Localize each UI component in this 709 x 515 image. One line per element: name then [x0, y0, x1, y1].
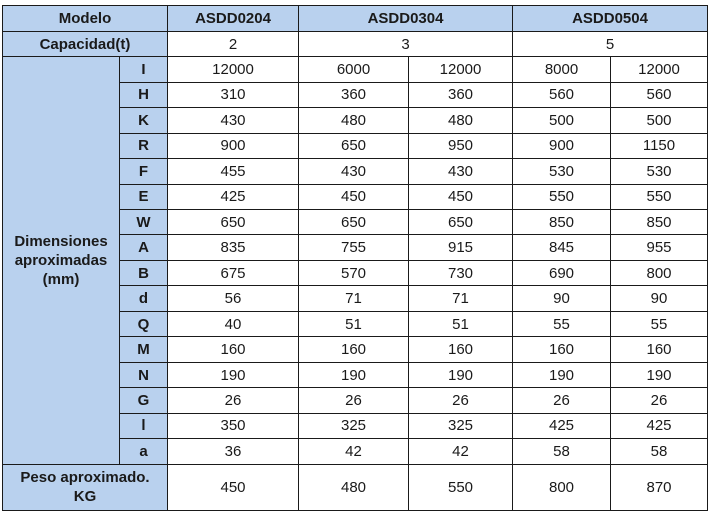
dimension-value: 42: [299, 439, 409, 464]
dimension-value: 12000: [409, 57, 513, 82]
weight-value: 550: [409, 464, 513, 510]
dimension-symbol: d: [120, 286, 168, 311]
capacity-value: 3: [299, 32, 513, 57]
dimensions-label-line: Dimensiones: [14, 232, 108, 250]
dimension-value: 190: [513, 362, 611, 387]
dimension-value: 325: [299, 413, 409, 438]
dimensions-label: [3, 57, 120, 465]
capacity-value: 5: [513, 32, 708, 57]
dimension-value: 850: [513, 209, 611, 234]
dimension-symbol: G: [120, 388, 168, 413]
dimension-value: 570: [299, 260, 409, 285]
dimension-value: 450: [299, 184, 409, 209]
dimension-value: 51: [299, 311, 409, 336]
dimension-value: 160: [299, 337, 409, 362]
dimension-symbol: M: [120, 337, 168, 362]
dimension-value: 955: [611, 235, 708, 260]
dimension-value: 835: [168, 235, 299, 260]
weight-row: [3, 464, 708, 510]
model-header-asdd0504: ASDD0504: [513, 6, 708, 32]
dimension-symbol: W: [120, 209, 168, 234]
dimension-value: 190: [168, 362, 299, 387]
dimension-value: 350: [168, 413, 299, 438]
model-header-label: Modelo: [3, 6, 168, 32]
model-header-asdd0304: ASDD0304: [299, 6, 513, 32]
dimension-value: 90: [513, 286, 611, 311]
dimension-value: 550: [611, 184, 708, 209]
dimensions-label-line: (mm): [42, 270, 80, 288]
dimension-symbol: H: [120, 82, 168, 107]
dimension-value: 500: [513, 108, 611, 133]
dimension-value: 190: [611, 362, 708, 387]
dimension-value: 12000: [611, 57, 708, 82]
dimension-value: 160: [409, 337, 513, 362]
dimension-value: 71: [409, 286, 513, 311]
dimension-value: 160: [513, 337, 611, 362]
dimension-value: 455: [168, 159, 299, 184]
dimension-value: 12000: [168, 57, 299, 82]
dimension-symbol: l: [120, 413, 168, 438]
dimension-value: 755: [299, 235, 409, 260]
dimension-value: 690: [513, 260, 611, 285]
dimension-symbol: N: [120, 362, 168, 387]
dimension-value: 850: [611, 209, 708, 234]
dimension-value: 26: [168, 388, 299, 413]
dimension-value: 450: [409, 184, 513, 209]
dimension-value: 40: [168, 311, 299, 336]
dimension-value: 650: [168, 209, 299, 234]
dimension-value: 325: [409, 413, 513, 438]
dimension-value: 58: [611, 439, 708, 464]
dimension-value: 160: [168, 337, 299, 362]
dimension-value: 310: [168, 82, 299, 107]
dimension-value: 430: [299, 159, 409, 184]
dimension-value: 560: [513, 82, 611, 107]
dimension-value: 6000: [299, 57, 409, 82]
weight-value: 870: [611, 464, 708, 510]
dimension-value: 42: [409, 439, 513, 464]
dimension-value: 26: [409, 388, 513, 413]
dimension-value: 425: [168, 184, 299, 209]
dimension-value: 800: [611, 260, 708, 285]
dimension-value: 430: [409, 159, 513, 184]
capacity-value: 2: [168, 32, 299, 57]
weight-value: 480: [299, 464, 409, 510]
dimension-symbol: A: [120, 235, 168, 260]
dimension-value: 26: [611, 388, 708, 413]
weight-value: 800: [513, 464, 611, 510]
dimension-value: 845: [513, 235, 611, 260]
dimension-symbol: Q: [120, 311, 168, 336]
dimension-value: 650: [299, 133, 409, 158]
dimension-value: 560: [611, 82, 708, 107]
model-header-asdd0204: ASDD0204: [168, 6, 299, 32]
dimension-value: 55: [611, 311, 708, 336]
weight-label-line: Peso aproximado.: [20, 469, 150, 487]
dimension-symbol: R: [120, 133, 168, 158]
specifications-table: [2, 5, 708, 511]
dimension-symbol: I: [120, 57, 168, 82]
dimension-value: 190: [299, 362, 409, 387]
dimension-value: 36: [168, 439, 299, 464]
dimension-value: 51: [409, 311, 513, 336]
dimension-value: 90: [611, 286, 708, 311]
dimension-value: 55: [513, 311, 611, 336]
dimension-value: 730: [409, 260, 513, 285]
weight-label: [3, 464, 168, 510]
dimension-symbol: B: [120, 260, 168, 285]
dimension-value: 160: [611, 337, 708, 362]
weight-value: 450: [168, 464, 299, 510]
weight-label-line: KG: [73, 488, 97, 506]
dimension-value: 530: [611, 159, 708, 184]
dimension-symbol: K: [120, 108, 168, 133]
dimension-value: 550: [513, 184, 611, 209]
dimension-value: 915: [409, 235, 513, 260]
dimension-value: 8000: [513, 57, 611, 82]
dimension-value: 71: [299, 286, 409, 311]
dimension-symbol: F: [120, 159, 168, 184]
dimension-value: 480: [299, 108, 409, 133]
dimension-value: 900: [168, 133, 299, 158]
dimension-value: 675: [168, 260, 299, 285]
dimension-value: 26: [299, 388, 409, 413]
dimension-value: 425: [513, 413, 611, 438]
dimension-value: 430: [168, 108, 299, 133]
dimension-value: 530: [513, 159, 611, 184]
dimensions-label-line: aproximadas: [14, 251, 108, 269]
capacity-label: Capacidad(t): [3, 32, 168, 57]
dimension-symbol: a: [120, 439, 168, 464]
dimension-value: 360: [299, 82, 409, 107]
dimension-value: 56: [168, 286, 299, 311]
dimension-value: 360: [409, 82, 513, 107]
dimension-value: 1150: [611, 133, 708, 158]
dimension-value: 950: [409, 133, 513, 158]
dimension-value: 900: [513, 133, 611, 158]
dimension-value: 650: [299, 209, 409, 234]
dimension-value: 58: [513, 439, 611, 464]
dimension-symbol: E: [120, 184, 168, 209]
table-row: [3, 57, 708, 82]
dimension-value: 425: [611, 413, 708, 438]
dimension-value: 480: [409, 108, 513, 133]
dimension-value: 190: [409, 362, 513, 387]
dimension-value: 26: [513, 388, 611, 413]
dimension-value: 650: [409, 209, 513, 234]
dimension-value: 500: [611, 108, 708, 133]
